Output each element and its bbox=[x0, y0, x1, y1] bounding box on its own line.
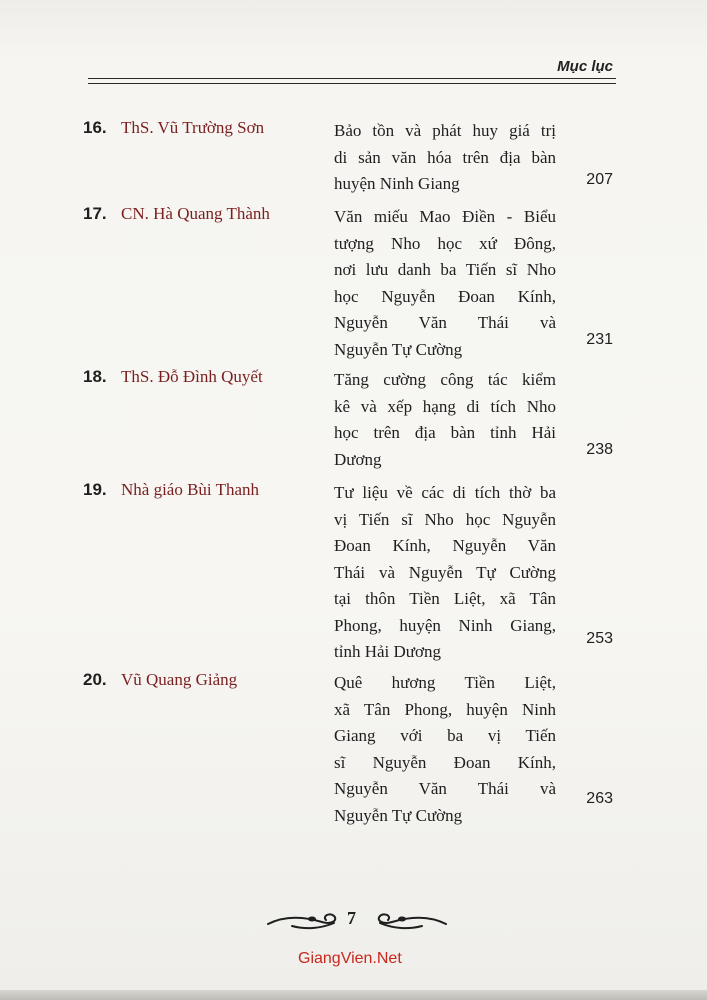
entry-page-number: 253 bbox=[586, 630, 613, 647]
entry-title-line: Đoan Kính, Nguyễn Văn bbox=[334, 536, 556, 555]
entry-author: CN. Hà Quang Thành bbox=[121, 204, 270, 223]
entry-author: ThS. Đỗ Đình Quyết bbox=[121, 367, 263, 386]
header-rule bbox=[88, 78, 616, 79]
entry-title-line: di sản văn hóa trên địa bàn bbox=[334, 147, 556, 167]
entry-title-line: xã Tân Phong, huyện Ninh bbox=[334, 699, 556, 719]
entry-page-number: 238 bbox=[586, 441, 613, 458]
entry-title-line: tượng Nho học xứ Đông, bbox=[334, 233, 556, 253]
page-number: 7 bbox=[347, 908, 356, 928]
entry-title-line: kê và xếp hạng di tích Nho bbox=[334, 396, 556, 416]
footer-ornament-icon bbox=[262, 906, 452, 934]
entry-title-line: Dương bbox=[334, 449, 382, 469]
page-bottom-edge bbox=[0, 990, 707, 1000]
entry-title bbox=[334, 670, 556, 829]
entry-author: Nhà giáo Bùi Thanh bbox=[121, 480, 260, 499]
entry-title-line: Nguyễn Tự Cường bbox=[334, 339, 463, 359]
header-rule-thin bbox=[88, 83, 616, 84]
entry-title-line: Nguyễn Văn Thái và bbox=[334, 313, 556, 332]
entry-number: 19. bbox=[83, 480, 107, 499]
entry-number: 18. bbox=[83, 367, 107, 386]
entry-title-line: tỉnh Hải Dương bbox=[334, 642, 441, 661]
entry-title bbox=[334, 118, 556, 198]
entry-title-line: Nguyễn Văn Thái và bbox=[334, 779, 556, 798]
entry-title-line: nơi lưu danh ba Tiến sĩ Nho bbox=[334, 260, 556, 279]
entry-title bbox=[334, 480, 556, 666]
entry-page-number: 207 bbox=[586, 171, 613, 188]
entry-title-line: học trên địa bàn tỉnh Hải bbox=[334, 423, 556, 442]
entry-title-line: Nguyễn Tự Cường bbox=[334, 805, 463, 825]
entry-title-line: sĩ Nguyễn Đoan Kính, bbox=[334, 752, 556, 772]
entry-title bbox=[334, 204, 556, 363]
entry-author: Vũ Quang Giảng bbox=[121, 670, 238, 689]
entry-title-line: Văn miếu Mao Điền - Biểu bbox=[334, 207, 556, 226]
section-header-title: Mục lục bbox=[557, 58, 613, 75]
entry-title-line: Tăng cường công tác kiểm bbox=[334, 370, 556, 389]
entry-title-line: Bảo tồn và phát huy giá trị bbox=[334, 121, 556, 140]
entry-page-number: 263 bbox=[586, 790, 613, 807]
entry-title-line: Giang với ba vị Tiến bbox=[334, 726, 556, 745]
entry-title-line: Thái và Nguyễn Tự Cường bbox=[334, 562, 556, 582]
entry-title-line: Quê hương Tiền Liệt, bbox=[334, 673, 556, 692]
entry-title-line: huyện Ninh Giang bbox=[334, 174, 460, 193]
entry-title-line: Tư liệu về các di tích thờ ba bbox=[334, 483, 556, 502]
entry-title bbox=[334, 367, 556, 473]
entry-title-line: tại thôn Tiền Liệt, xã Tân bbox=[334, 589, 556, 608]
entry-title-line: Phong, huyện Ninh Giang, bbox=[334, 615, 556, 635]
entry-title-line: học Nguyễn Đoan Kính, bbox=[334, 286, 556, 306]
entry-number: 17. bbox=[83, 204, 107, 223]
entry-author: ThS. Vũ Trường Sơn bbox=[121, 118, 265, 137]
entry-page-number: 231 bbox=[586, 331, 613, 348]
entry-number: 20. bbox=[83, 670, 107, 689]
entry-number: 16. bbox=[83, 118, 107, 137]
entry-title-line: vị Tiến sĩ Nho học Nguyễn bbox=[334, 509, 556, 529]
watermark-text: GiangVien.Net bbox=[298, 950, 402, 967]
